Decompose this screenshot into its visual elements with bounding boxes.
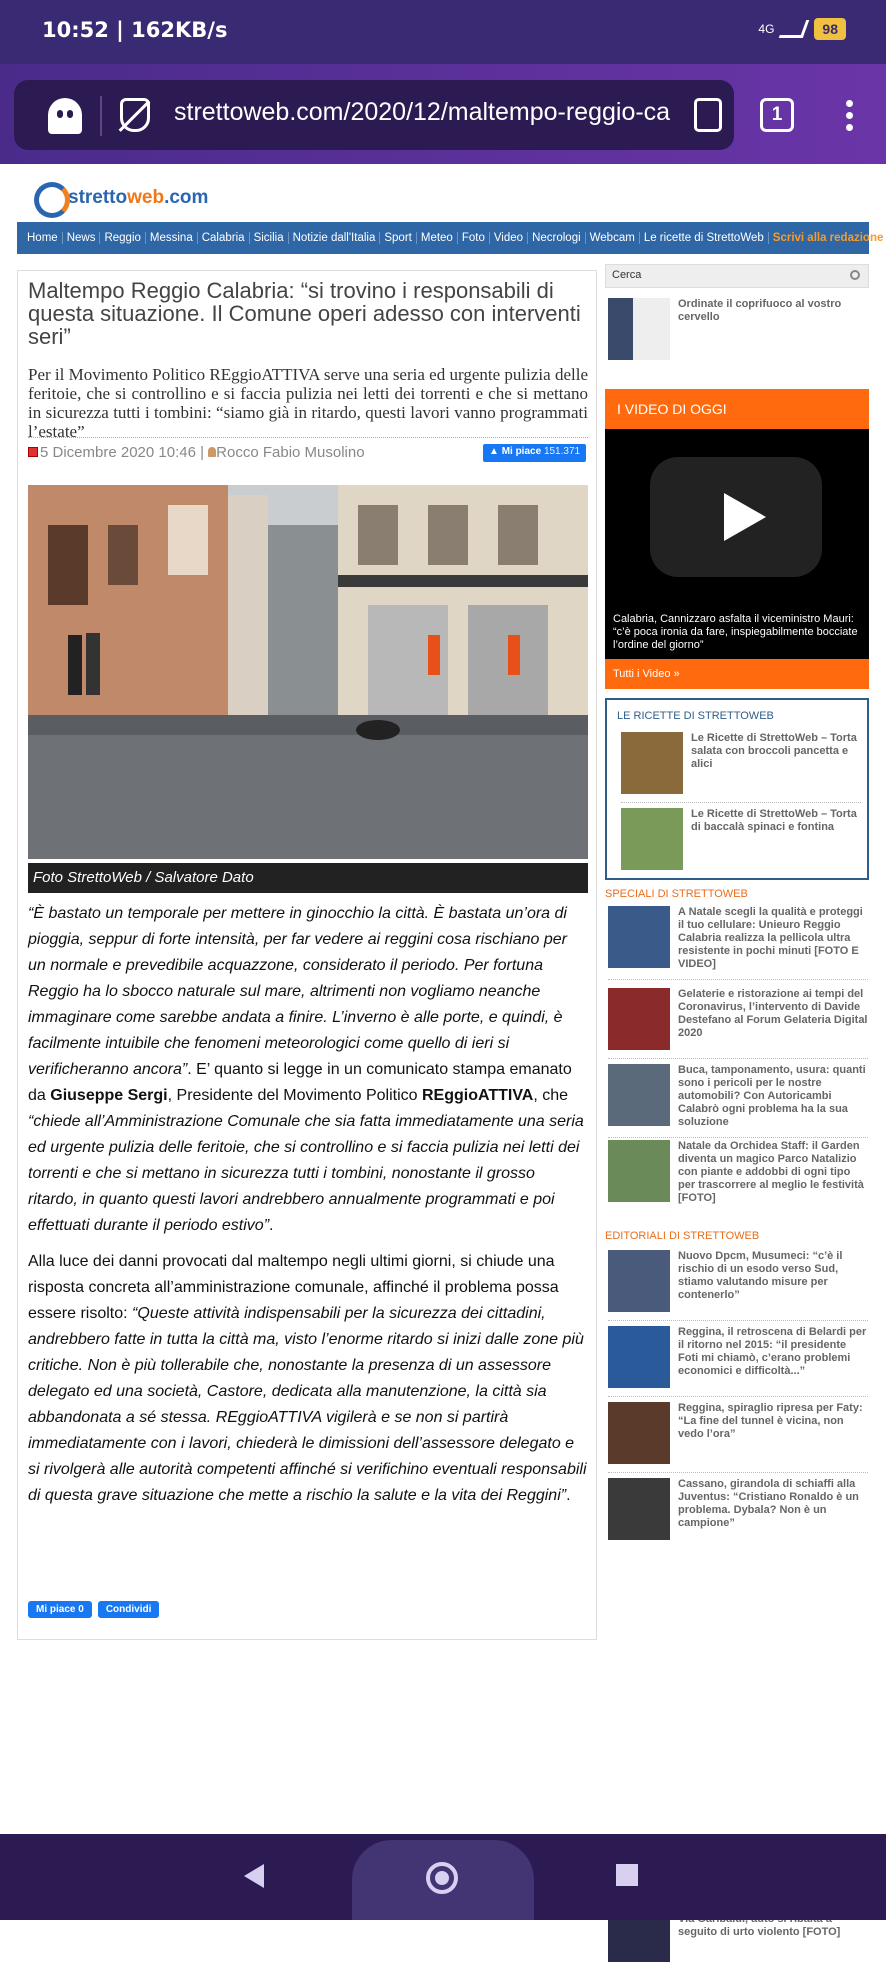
article-author[interactable]: Rocco Fabio Musolino (216, 444, 365, 461)
calendar-icon (28, 447, 38, 457)
article-lead: Per il Movimento Politico REggioATTIVA serve una seria ed urgente pulizia delle feritoie, che si controllino e si faccia pulizia nei letti dei torrenti e che si mettano in sicurezza tutti i tombini: “siamo già in ritardo, questi lavori vanno programmati l’estate” (28, 365, 588, 441)
battery-icon: 98 (814, 18, 846, 40)
sidebar-item[interactable]: Ordinate il coprifuoco al vostro cervello (608, 298, 868, 360)
search-input[interactable]: Cerca (605, 264, 869, 288)
editoriali-header: EDITORIALI DI STRETTOWEB (605, 1230, 760, 1242)
nav-scrivi[interactable]: Scrivi alla redazione (772, 232, 884, 244)
site-nav (17, 222, 884, 254)
logo-swirl-icon (30, 178, 66, 218)
flooded-street-image (28, 485, 588, 859)
author-icon (208, 447, 216, 457)
nav-foto[interactable]: Foto (458, 232, 490, 244)
shield-off-icon[interactable] (120, 98, 150, 132)
ricette-item[interactable]: Le Ricette di StrettoWeb – Torta salata con broccoli pancetta e alici (621, 732, 861, 803)
nav-ricette[interactable]: Le ricette di StrettoWeb (640, 232, 769, 244)
speciali-item[interactable]: Natale da Orchidea Staff: il Garden diventa un magico Parco Natalizio con piante e addobbi di ogni tipo per trascorrere al meglio le festività [FOTO] (608, 1140, 868, 1205)
video-widget (605, 389, 869, 689)
url-text[interactable]: strettoweb.com/2020/12/maltempo-reggio-ca (174, 98, 671, 126)
photo-caption: Foto StrettoWeb / Salvatore Dato (28, 863, 588, 893)
nav-sicilia[interactable]: Sicilia (250, 232, 289, 244)
thumbnail (621, 732, 683, 794)
back-icon[interactable] (244, 1864, 264, 1888)
play-icon (724, 493, 766, 541)
thumbnail (608, 1326, 670, 1388)
thumbnail (608, 1064, 670, 1126)
recents-icon[interactable] (616, 1864, 638, 1886)
nav-video[interactable]: Video (490, 232, 528, 244)
logo-text: strettoweb.com (68, 187, 209, 208)
nav-reggio[interactable]: Reggio (100, 232, 145, 244)
paragraph: Alla luce dei danni provocati dal maltempo negli ultimi giorni, si chiude una risposta concreta all’amministrazione comunale, affinché il problema possa essere risolto: “Queste attività indispensabili per la sicurezza dei cittadini, andrebbero fatte in tutta la città ma, visto l’enorme ritardo si inizi dalle zone più critiche. Non è più tollerabile che, nonostante la presenza di un assessore delegato ed una società, Castore, dedicata alla manutenzione, la città sia abbandonata a sé stessa. REggioATTIVA vigilerà e se non si partirà immediatamente con i lavori, chiederà le dimissioni dell’assessore delegato e si rivolgerà alle autorità competenti affinché si verifichino eventuali responsabili di questa grave situazione che mette a rischio la salute e la vita dei Reggini”. (28, 1253, 587, 1504)
reader-mode-icon[interactable] (694, 98, 722, 132)
ricette-item[interactable]: Le Ricette di StrettoWeb – Torta di baccalà spinaci e fontina (621, 808, 861, 870)
speciali-item[interactable]: A Natale scegli la qualità e proteggi il tuo cellulare: Unieuro Reggio Calabria realizza la pellicola ultra resistente in pochi minuti [FOTO E VIDEO] (608, 906, 868, 980)
address-bar[interactable] (14, 80, 734, 150)
thumbnail (608, 1140, 670, 1202)
nav-sport[interactable]: Sport (380, 232, 417, 244)
system-nav-bar (0, 1834, 886, 1920)
nav-news[interactable]: News (63, 232, 101, 244)
fb-like-button[interactable]: Mi piace 0 (28, 1601, 92, 1618)
editoriali-item[interactable]: Nuovo Dpcm, Musumeci: “c’è il rischio di un esodo verso Sud, stiamo valutando misure per contenerlo” (608, 1250, 868, 1321)
share-row (28, 1601, 159, 1618)
speciali-item[interactable]: Buca, tamponamento, usura: quanti sono i pericoli per le nostre automobili? Con Autoricambi Calabrò ogni problema ha la sua soluzione (608, 1064, 868, 1138)
status-time: 10:52 | 162KB/s (42, 18, 228, 42)
video-caption[interactable]: Calabria, Cannizzaro asfalta il viceministro Mauri: “c’è poca ironia da fare, inspiegabilmente bocciate l’ordine del giorno” (613, 613, 858, 651)
thumbnail (608, 906, 670, 968)
nav-messina[interactable]: Messina (146, 232, 198, 244)
thumbnail (608, 1402, 670, 1464)
paragraph: “È bastato un temporale per mettere in ginocchio la città. È bastata un’ora di pioggia, seppur di forte intensità, per far vedere ai reggini cosa rischiano per un normale e prevedibile acquazzone, considerato il periodo. Per fortuna Reggio ha lo sbocco naturale sul mare, altrimenti non vogliamo neanche immaginare come sarebbe andata a finire. L’inverno è alle porte, e quindi, è facilmente intuibile che fenomeni meteorologici come quello di ieri si verificheranno ancora”. E’ quanto si legge in un comunicato stampa emanato da Giuseppe Sergi, Presidente del Movimento Politico REggioATTIVA, che “chiede all’Amministrazione Comunale che sia fatta immediatamente una seria ed urgente pulizia delle feritoie, che si controllino e si faccia pulizia nei letti dei torrenti e che si mettano in sicurezza tutti i tombini, nonostante il grosso ritardo, in quanto questi lavori andrebbero annualmente programmati e poi effettuati durante il periodo estivo”. (28, 905, 584, 1234)
nav-home[interactable]: Home (23, 232, 63, 244)
ricette-box (605, 698, 869, 880)
nav-calabria[interactable]: Calabria (198, 232, 250, 244)
video-header: I VIDEO DI OGGI (605, 389, 869, 429)
article-meta: 5 Dicembre 2020 10:46 | Rocco Fabio Musolino (28, 437, 588, 461)
speciali-item[interactable]: Gelaterie e ristorazione ai tempi del Coronavirus, l’intervento di Davide Destefano al Forum Gelateria Digital 2020 (608, 988, 868, 1059)
ricette-header: LE RICETTE DI STRETTOWEB (617, 710, 774, 722)
site-logo[interactable] (30, 176, 208, 220)
article (17, 270, 597, 1640)
web-page (0, 164, 886, 1938)
all-videos-link[interactable]: Tutti i Video » (605, 659, 869, 689)
divider (100, 96, 102, 136)
signal-icon (779, 20, 810, 38)
thumbnail (608, 988, 670, 1050)
article-photo (28, 485, 588, 859)
nav-meteo[interactable]: Meteo (417, 232, 458, 244)
editoriali-item[interactable]: Cassano, girandola di schiaffi alla Juventus: “Cristiano Ronaldo è un problema. Dybala? Non è un campione” (608, 1478, 868, 1540)
menu-dots-icon[interactable] (846, 100, 854, 134)
thumb-up-icon: ▲ (489, 446, 502, 457)
thumbnail (608, 1478, 670, 1540)
home-icon[interactable] (426, 1862, 458, 1894)
sidebar-item[interactable]: seguito di urto violento [FOTO] (608, 1900, 868, 1962)
status-bar (0, 0, 886, 64)
thumbnail (621, 808, 683, 870)
like-button[interactable]: ▲ Mi piace 151.371 (483, 444, 586, 462)
network-type: 4G (758, 22, 775, 36)
ghost-icon[interactable] (48, 98, 82, 134)
play-button[interactable] (650, 457, 822, 577)
editoriali-item[interactable]: Reggina, il retroscena di Belardi per il ritorno nel 2015: “il presidente Foti mi chiamò, c’erano problemi economici e difficoltà...” (608, 1326, 868, 1397)
fb-share-button[interactable]: Condividi (98, 1601, 160, 1618)
browser-toolbar (0, 64, 886, 164)
tabs-button[interactable]: 1 (760, 98, 794, 132)
article-date: 5 Dicembre 2020 10:46 (40, 444, 196, 461)
nav-italia[interactable]: Notizie dall'Italia (289, 232, 381, 244)
search-icon[interactable] (850, 270, 860, 280)
article-title: Maltempo Reggio Calabria: “si trovino i responsabili di questa situazione. Il Comune operi adesso con interventi seri” (28, 278, 581, 349)
thumbnail (608, 298, 670, 360)
thumbnail (608, 1250, 670, 1312)
editoriali-item[interactable]: Reggina, spiraglio ripresa per Faty: “La fine del tunnel è vicina, non vedo l’ora” (608, 1402, 868, 1473)
nav-webcam[interactable]: Webcam (586, 232, 640, 244)
nav-necrologi[interactable]: Necrologi (528, 232, 586, 244)
speciali-header: SPECIALI DI STRETTOWEB (605, 888, 748, 900)
status-icons (758, 18, 846, 40)
article-body (28, 901, 588, 1519)
